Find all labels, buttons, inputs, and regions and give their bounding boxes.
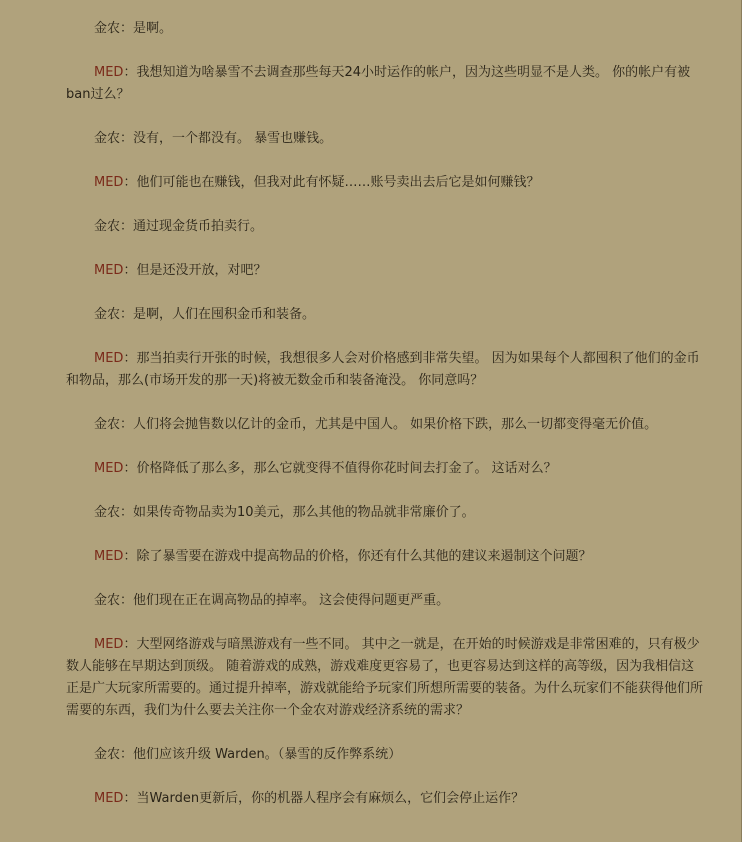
- dialogue-text: 通过现金货币拍卖行。: [133, 219, 264, 234]
- dialogue-text: 人们将会抛售数以亿计的金币，尤其是中国人。 如果价格下跌，那么一切都变得毫无价值。: [133, 417, 658, 432]
- dialogue-paragraph: [66, 304, 705, 326]
- speaker-separator: ：: [123, 637, 137, 652]
- speaker-name: 金农: [94, 417, 121, 432]
- speaker-separator: ：: [120, 307, 134, 322]
- speaker-name: MED: [94, 175, 124, 190]
- dialogue-paragraph: [66, 788, 705, 810]
- speaker-name: 金农: [94, 307, 121, 322]
- dialogue-paragraph: [66, 590, 705, 612]
- dialogue-paragraph: [66, 546, 705, 568]
- speaker-separator: ：: [123, 175, 137, 190]
- speaker-separator: ：: [123, 791, 137, 806]
- speaker-separator: ：: [120, 219, 134, 234]
- dialogue-paragraph: [66, 414, 705, 436]
- speaker-separator: ：: [120, 131, 134, 146]
- dialogue-text: 如果传奇物品卖为10美元，那么其他的物品就非常廉价了。: [133, 505, 475, 520]
- dialogue-text: 价格降低了那么多，那么它就变得不值得你花时间去打金了。 这话对么？: [136, 461, 557, 476]
- dialogue-text: 我想知道为啥暴雪不去调查那些每天24小时运作的帐户，因为这些明显不是人类。 你的帐户有被ban过么？: [66, 65, 691, 102]
- speaker-separator: ：: [123, 263, 137, 278]
- speaker-name: 金农: [94, 131, 121, 146]
- speaker-name: MED: [94, 351, 124, 366]
- dialogue-text: 那当拍卖行开张的时候，我想很多人会对价格感到非常失望。 因为如果每个人都囤积了他们的金币和物品，那么(市场开发的那一天)将被无数金币和装备淹没。 你同意吗？: [66, 351, 700, 388]
- dialogue-text: 是啊，人们在囤积金币和装备。: [133, 307, 316, 322]
- dialogue-text: 除了暴雪要在游戏中提高物品的价格，你还有什么其他的建议来遏制这个问题？: [136, 549, 592, 564]
- speaker-name: 金农: [94, 505, 121, 520]
- speaker-separator: ：: [120, 21, 134, 36]
- dialogue-paragraph: [66, 62, 705, 106]
- dialogue-text: 他们可能也在赚钱，但我对此有怀疑……账号卖出去后它是如何赚钱？: [136, 175, 540, 190]
- dialogue-text: 他们应该升级 Warden。（暴雪的反作弊系统）: [133, 747, 402, 762]
- dialogue-paragraph: [66, 172, 705, 194]
- dialogue-text: 大型网络游戏与暗黑游戏有一些不同。 其中之一就是，在开始的时候游戏是非常困难的，只有极少数人能够在早期达到顶级。 随着游戏的成熟，游戏难度更容易了，也更容易达到这样的高等级，因为我相信这正是广大玩家所需要的。通过提升掉率，游戏就能给予玩家们所想所需要的装备。为什么玩家们不能获得他们所需要的东西，我们为什么要去关注你一个金农对游戏经济系统的需求？: [66, 637, 704, 718]
- dialogue-paragraph: [66, 128, 705, 150]
- dialogue-paragraph: [66, 348, 705, 392]
- dialogue-paragraph: [66, 18, 705, 40]
- speaker-separator: ：: [123, 351, 137, 366]
- dialogue-paragraph: [66, 634, 705, 722]
- dialogue-paragraph: [66, 502, 705, 524]
- dialogue-paragraph: [66, 260, 705, 282]
- dialogue-text: 没有，一个都没有。 暴雪也赚钱。: [133, 131, 333, 146]
- speaker-name: 金农: [94, 593, 121, 608]
- speaker-name: MED: [94, 637, 124, 652]
- speaker-separator: ：: [120, 593, 134, 608]
- dialogue-paragraph: [66, 458, 705, 480]
- speaker-separator: ：: [123, 65, 137, 80]
- speaker-name: 金农: [94, 747, 121, 762]
- speaker-separator: ：: [123, 549, 137, 564]
- dialogue-text: 他们现在正在调高物品的掉率。 这会使得问题更严重。: [133, 593, 450, 608]
- speaker-name: 金农: [94, 21, 121, 36]
- dialogue-paragraph: [66, 744, 705, 766]
- dialogue-paragraph: [66, 216, 705, 238]
- speaker-name: MED: [94, 549, 124, 564]
- speaker-name: MED: [94, 65, 124, 80]
- speaker-name: MED: [94, 791, 124, 806]
- speaker-name: MED: [94, 263, 124, 278]
- speaker-separator: ：: [123, 461, 137, 476]
- dialogue-text: 当Warden更新后，你的机器人程序会有麻烦么，它们会停止运作？: [136, 791, 525, 806]
- speaker-separator: ：: [120, 417, 134, 432]
- speaker-name: 金农: [94, 219, 121, 234]
- speaker-separator: ：: [120, 747, 134, 762]
- dialogue-text: 但是还没开放，对吧？: [136, 263, 267, 278]
- speaker-separator: ：: [120, 505, 134, 520]
- dialogue-text: 是啊。: [133, 21, 173, 36]
- speaker-name: MED: [94, 461, 124, 476]
